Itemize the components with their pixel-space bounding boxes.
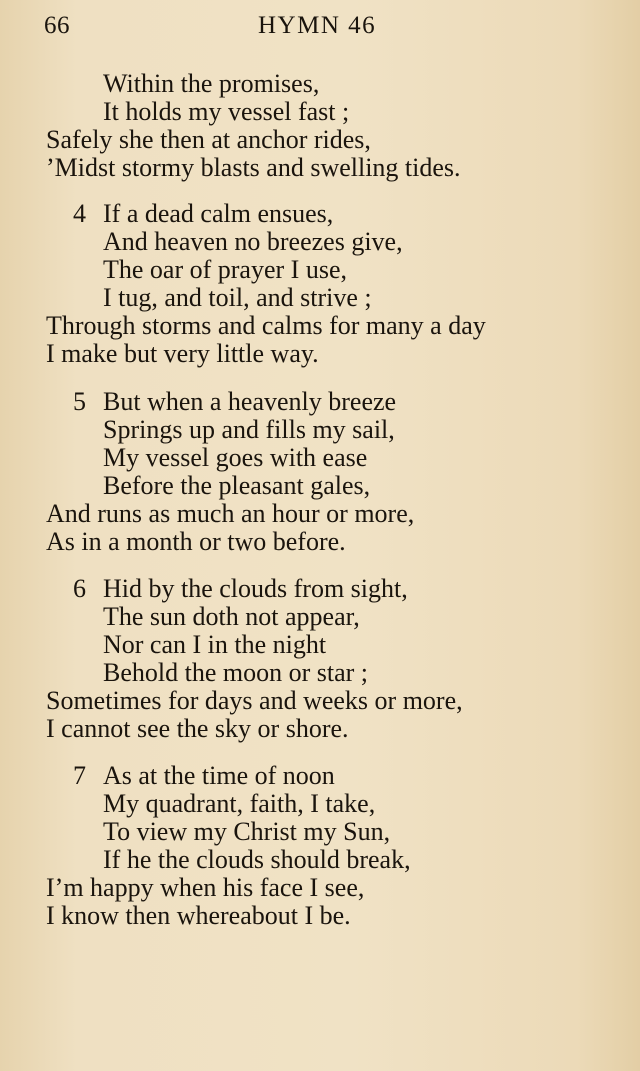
stanza-4-line-4: I tug, and toil, and strive ; bbox=[103, 283, 372, 312]
stanza-5-line-1: But when a heavenly breeze bbox=[103, 387, 397, 416]
page-number: 66 bbox=[44, 12, 70, 39]
stanza-5-line-2: Springs up and fills my sail, bbox=[103, 415, 395, 444]
stanza-4-line-2: And heaven no breezes give, bbox=[103, 227, 403, 256]
running-title: HYMN 46 bbox=[258, 12, 377, 39]
stanza-7-line-4: If he the clouds should break, bbox=[103, 845, 411, 874]
stanza-6-line-2: The sun doth not appear, bbox=[103, 602, 360, 631]
stanza-7-line-2: My quadrant, faith, I take, bbox=[103, 789, 376, 818]
stanza-6-line-3: Nor can I in the night bbox=[103, 630, 327, 659]
stanza-6-line-4: Behold the moon or star ; bbox=[103, 658, 369, 687]
stanza-5-line-4: Before the pleasant gales, bbox=[103, 471, 371, 500]
stanza-7-line-6: I know then whereabout I be. bbox=[46, 901, 351, 930]
stanza-5-line-6: As in a month or two before. bbox=[46, 527, 346, 556]
stanza-1-line-4: ’Midst stormy blasts and swelling tides. bbox=[46, 153, 461, 182]
stanza-4-line-6: I make but very little way. bbox=[46, 339, 319, 368]
stanza-6-line-6: I cannot see the sky or shore. bbox=[46, 714, 349, 743]
stanza-1-line-1: Within the promises, bbox=[103, 69, 320, 98]
stanza-5-number: 5 bbox=[73, 387, 86, 416]
stanza-6-line-5: Sometimes for days and weeks or more, bbox=[46, 686, 463, 715]
stanza-6-line-1: Hid by the clouds from sight, bbox=[103, 574, 408, 603]
stanza-5-line-5: And runs as much an hour or more, bbox=[46, 499, 415, 528]
stanza-4-line-5: Through storms and calms for many a day bbox=[46, 311, 486, 340]
stanza-5-line-3: My vessel goes with ease bbox=[103, 443, 368, 472]
stanza-6-number: 6 bbox=[73, 574, 86, 603]
stanza-7-number: 7 bbox=[73, 761, 86, 790]
stanza-4-line-1: If a dead calm ensues, bbox=[103, 199, 334, 228]
stanza-1-line-2: It holds my vessel fast ; bbox=[103, 97, 350, 126]
stanza-7-line-1: As at the time of noon bbox=[103, 761, 335, 790]
stanza-1-line-3: Safely she then at anchor rides, bbox=[46, 125, 371, 154]
stanza-7-line-5: I’m happy when his face I see, bbox=[46, 873, 365, 902]
stanza-4-line-3: The oar of prayer I use, bbox=[103, 255, 347, 284]
stanza-7-line-3: To view my Christ my Sun, bbox=[103, 817, 391, 846]
stanza-4-number: 4 bbox=[73, 199, 86, 228]
